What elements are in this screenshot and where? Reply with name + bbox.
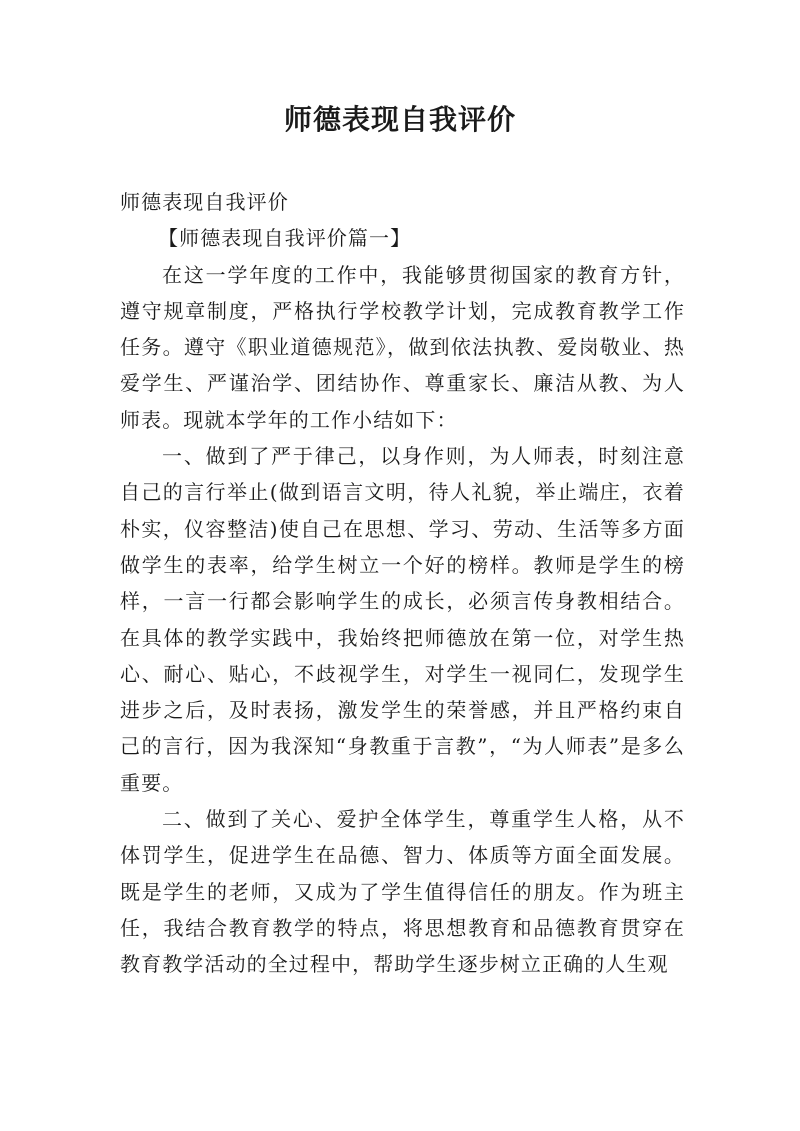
paragraph-point-one: 一、做到了严于律己，以身作则，为人师表，时刻注意自己的言行举止(做到语言文明，待人礼貌，举止端庄，衣着朴实，仪容整洁)使自己在思想、学习、劳动、生活等多方面做学生的表率，给学生树立一个好的榜样。教师是学生的榜样，一言一行都会影响学生的成长，必须言传身教相结合。在具体的教学实践中，我始终把师德放在第一位，对学生热心、耐心、贴心，不歧视学生，对学生一视同仁，发现学生进步之后，及时表扬，激发学生的荣誉感，并且严格约束自己的言行，因为我深知“身教重于言教”，“为人师表”是多么重要。 [120, 444, 685, 795]
document-subtitle: 师德表现自我评价 [120, 190, 289, 214]
document-body [120, 184, 685, 983]
section-heading: 【师德表现自我评价篇一】 [158, 226, 412, 251]
paragraph-intro: 在这一学年度的工作中，我能够贯彻国家的教育方针，遵守规章制度，严格执行学校教学计划，完成教育教学工作任务。遵守《职业道德规范》，做到依法执教、爱岗敬业、热爱学生、严谨治学、团结协作、尊重家长、廉洁从教、为人师表。现就本学年的工作小结如下： [120, 262, 685, 432]
document-title: 师德表现自我评价 [283, 103, 516, 136]
paragraph-point-two: 二、做到了关心、爱护全体学生，尊重学生人格，从不体罚学生，促进学生在品德、智力、体质等方面全面发展。既是学生的老师，又成为了学生值得信任的朋友。作为班主任，我结合教育教学的特点，将思想教育和品德教育贯穿在教育教学活动的全过程中，帮助学生逐步树立正确的人生观 [120, 807, 685, 977]
